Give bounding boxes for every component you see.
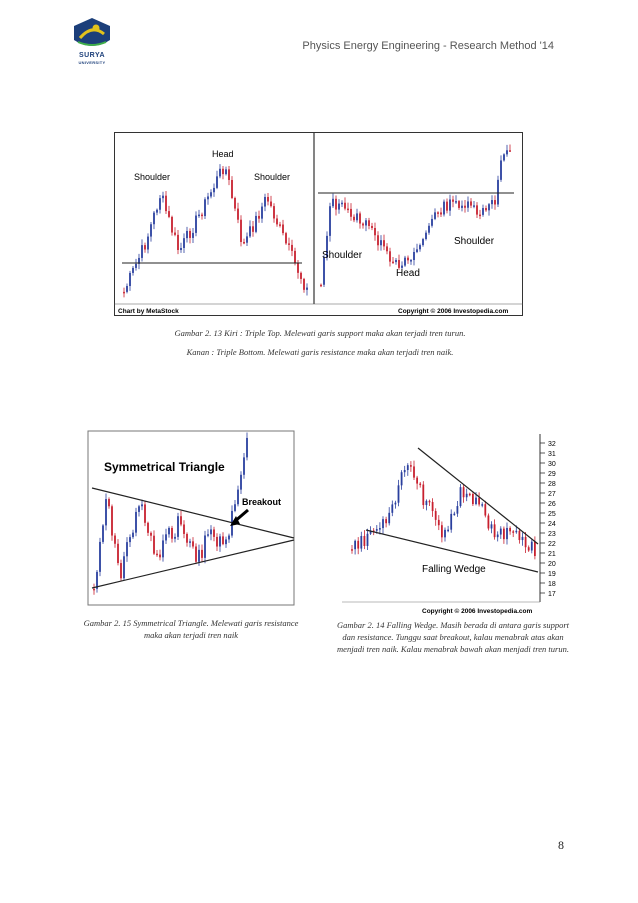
- candle-body: [300, 273, 302, 279]
- candle-body: [138, 506, 140, 512]
- falling-wedge-label: Falling Wedge: [422, 564, 486, 575]
- candle-body: [159, 555, 161, 558]
- figure3-caption: Gambar 2. 14 Falling Wedge. Masih berada di antara garis support dan resistance. Tunggu saat breakout, kalau menabrak atas akan menjadi tren naik. Kalau menabrak bawah akan menjadi tren turun.: [336, 620, 570, 654]
- candle-body: [464, 206, 466, 208]
- header-title: Physics Energy Engineering - Research Method '14: [302, 40, 554, 52]
- candle-body: [222, 169, 224, 174]
- candle-body: [207, 196, 209, 199]
- candle-body: [458, 201, 460, 208]
- candle-body: [357, 541, 359, 549]
- candle-body: [237, 209, 239, 220]
- candle-body: [195, 216, 197, 233]
- candle-body: [156, 210, 158, 213]
- candle-body: [288, 243, 290, 245]
- logo-subtitle: UNIVERSITY: [78, 60, 106, 65]
- candle-body: [114, 536, 116, 544]
- candle-body: [141, 504, 143, 506]
- label-shoulder-left: Shoulder: [134, 172, 171, 182]
- candle-body: [503, 529, 505, 540]
- candle-body: [525, 537, 527, 547]
- candle-body: [435, 511, 437, 520]
- candle-body: [429, 501, 431, 503]
- candle-body: [183, 238, 185, 248]
- candle-body: [467, 201, 469, 207]
- candle-body: [438, 520, 440, 525]
- candle-body: [285, 233, 287, 243]
- candle-body: [484, 504, 486, 515]
- candle-body: [189, 231, 191, 238]
- candle-body: [452, 200, 454, 202]
- candle-body: [443, 202, 445, 215]
- candle-body: [258, 216, 260, 219]
- candle-body: [162, 196, 164, 198]
- label-head-bottom: Head: [396, 268, 420, 279]
- candle-body: [380, 240, 382, 245]
- candle-body: [482, 208, 484, 215]
- candle-body: [228, 169, 230, 180]
- candle-body: [210, 192, 212, 196]
- candle-body: [386, 246, 388, 251]
- axis-tick-label: 27: [548, 491, 556, 498]
- figure-symmetrical-triangle: [86, 430, 296, 608]
- candle-body: [144, 504, 146, 522]
- candle-body: [350, 209, 352, 217]
- candle-body: [470, 201, 472, 205]
- candle-body: [323, 258, 325, 285]
- candle-body: [374, 228, 376, 235]
- candle-body: [303, 279, 305, 290]
- candle-body: [449, 200, 451, 211]
- candle-body: [506, 528, 508, 539]
- falling-wedge-chart: [336, 432, 564, 618]
- candle-body: [404, 258, 406, 266]
- candle-body: [216, 176, 218, 188]
- candle-body: [354, 541, 356, 549]
- candle-body: [261, 207, 263, 219]
- candle-body: [460, 487, 462, 506]
- candle-body: [515, 531, 517, 533]
- candle-body: [228, 536, 230, 540]
- label-shoulder-left-bottom: Shoulder: [322, 250, 363, 261]
- surya-university-logo: [64, 16, 120, 64]
- candle-body: [472, 494, 474, 504]
- candle-body: [168, 528, 170, 534]
- candle-body: [367, 534, 369, 546]
- candle-body: [428, 226, 430, 233]
- axis-tick-label: 20: [548, 561, 556, 568]
- candle-body: [108, 499, 110, 506]
- axis-tick-label: 17: [548, 591, 556, 598]
- candle-body: [243, 242, 245, 244]
- candle-body: [135, 264, 137, 268]
- candle-body: [447, 530, 449, 532]
- candle-body: [171, 528, 173, 539]
- candle-body: [219, 536, 221, 546]
- credit-metastock: Chart by MetaStock: [118, 308, 179, 315]
- candle-body: [93, 589, 95, 591]
- candle-body: [351, 549, 353, 551]
- candle-body: [353, 217, 355, 220]
- candle-body: [147, 523, 149, 533]
- candle-body: [382, 519, 384, 528]
- candle-body: [371, 226, 373, 228]
- candle-body: [466, 494, 468, 497]
- candle-body: [519, 531, 521, 540]
- candle-body: [491, 200, 493, 204]
- figure2-caption: Gambar 2. 15 Symmetrical Triangle. Melewati garis resistance maka akan terjadi tren naik: [83, 618, 299, 640]
- candle-body: [132, 268, 134, 273]
- candle-body: [252, 226, 254, 232]
- candle-body: [434, 212, 436, 219]
- candle-body: [431, 219, 433, 226]
- credit-investopedia: Copyright © 2006 Investopedia.com: [398, 308, 509, 315]
- candle-body: [413, 466, 415, 477]
- candle-body: [291, 245, 293, 251]
- candle-body: [488, 516, 490, 529]
- candle-body: [534, 542, 536, 556]
- candle-body: [475, 498, 477, 504]
- candle-body: [362, 224, 364, 226]
- candle-body: [491, 524, 493, 528]
- candle-body: [335, 199, 337, 210]
- candle-body: [419, 245, 421, 249]
- candle-body: [398, 260, 400, 268]
- candle-body: [441, 525, 443, 537]
- candle-body: [123, 556, 125, 578]
- axis-tick-label: 18: [548, 581, 556, 588]
- falling-wedge-credit: Copyright © 2006 Investopedia.com: [422, 608, 533, 615]
- candle-body: [183, 524, 185, 533]
- candle-body: [105, 499, 107, 525]
- candle-body: [198, 215, 200, 217]
- candle-body: [255, 216, 257, 232]
- candle-body: [165, 534, 167, 540]
- candle-body: [225, 169, 227, 174]
- candle-body: [180, 516, 182, 524]
- symmetrical-triangle-chart: [86, 430, 296, 608]
- breakout-label: Breakout: [242, 497, 282, 507]
- candle-body: [432, 502, 434, 511]
- candle-body: [192, 541, 194, 546]
- candle-body: [246, 236, 248, 242]
- candle-body: [497, 180, 499, 205]
- candle-body: [453, 514, 455, 516]
- candle-body: [473, 205, 475, 207]
- candle-body: [395, 260, 397, 262]
- candle-body: [177, 516, 179, 537]
- candle-body: [388, 513, 390, 523]
- candle-body: [195, 546, 197, 561]
- candle-body: [306, 288, 308, 290]
- candle-body: [500, 160, 502, 179]
- candle-body: [132, 533, 134, 537]
- candle-body: [457, 506, 459, 514]
- candle-body: [213, 188, 215, 192]
- candle-body: [210, 529, 212, 534]
- candle-body: [329, 206, 331, 236]
- candle-body: [446, 202, 448, 211]
- candle-body: [416, 478, 418, 484]
- candle-body: [422, 485, 424, 506]
- figure-triple-top-bottom: [114, 132, 523, 316]
- candle-body: [398, 485, 400, 502]
- axis-tick-label: 32: [548, 441, 556, 448]
- candle-body: [234, 198, 236, 209]
- candle-body: [120, 563, 122, 578]
- candle-body: [463, 487, 465, 497]
- candle-body: [332, 199, 334, 206]
- candle-body: [198, 550, 200, 562]
- candle-body: [249, 226, 251, 236]
- axis-tick-label: 31: [548, 451, 556, 458]
- candle-body: [126, 286, 128, 292]
- candle-body: [401, 472, 403, 485]
- candle-body: [297, 263, 299, 273]
- candle-body: [246, 438, 248, 457]
- candle-body: [186, 534, 188, 543]
- candle-body: [494, 524, 496, 537]
- candle-body: [162, 540, 164, 557]
- candle-body: [479, 215, 481, 217]
- candle-body: [478, 498, 480, 505]
- candle-body: [494, 200, 496, 204]
- label-head: Head: [212, 149, 234, 159]
- candle-body: [186, 231, 188, 238]
- candle-body: [111, 506, 113, 535]
- candle-body: [201, 550, 203, 558]
- candle-body: [455, 201, 457, 203]
- candle-body: [359, 213, 361, 223]
- candle-body: [204, 199, 206, 216]
- candle-body: [282, 225, 284, 234]
- candle-body: [497, 535, 499, 538]
- candle-body: [240, 475, 242, 490]
- candle-body: [383, 240, 385, 246]
- candle-body: [207, 534, 209, 536]
- candle-body: [485, 208, 487, 210]
- axis-tick-label: 23: [548, 531, 556, 538]
- candle-body: [153, 213, 155, 225]
- candle-body: [522, 537, 524, 540]
- falling-wedge-axis: [540, 441, 556, 598]
- axis-tick-label: 19: [548, 571, 556, 578]
- candle-body: [270, 202, 272, 207]
- candle-body: [129, 273, 131, 286]
- axis-tick-label: 28: [548, 481, 556, 488]
- candle-body: [320, 285, 322, 287]
- candle-body: [422, 239, 424, 245]
- candle-body: [341, 203, 343, 205]
- candle-body: [503, 154, 505, 160]
- candle-body: [156, 554, 158, 556]
- candle-body: [150, 224, 152, 236]
- candle-body: [528, 547, 530, 550]
- axis-tick-label: 25: [548, 511, 556, 518]
- candle-body: [437, 212, 439, 214]
- axis-tick-label: 21: [548, 551, 556, 558]
- candle-body: [204, 535, 206, 557]
- candle-body: [267, 197, 269, 202]
- logo-name: SURYA: [78, 52, 106, 59]
- candle-body: [444, 530, 446, 537]
- candle-body: [159, 198, 161, 210]
- figure-falling-wedge: [336, 432, 564, 618]
- candle-body: [476, 205, 478, 214]
- candle-body: [234, 504, 236, 511]
- figure1-caption-line1: Gambar 2. 13 Kiri : Triple Top. Melewati garis support maka akan terjadi tren turun.: [174, 328, 466, 338]
- candle-body: [165, 196, 167, 211]
- candle-body: [488, 204, 490, 210]
- candle-body: [450, 514, 452, 530]
- candle-body: [102, 525, 104, 542]
- candle-body: [168, 211, 170, 217]
- candle-body: [461, 206, 463, 208]
- candle-body: [225, 539, 227, 544]
- candle-body: [174, 233, 176, 235]
- candle-body: [344, 203, 346, 209]
- candle-body: [531, 542, 533, 551]
- wedge-upper-line: [418, 448, 538, 544]
- candle-body: [201, 215, 203, 217]
- logo-emblem-icon: [64, 16, 120, 52]
- candle-body: [416, 249, 418, 252]
- candle-body: [279, 224, 281, 226]
- triple-top-bottom-chart: [114, 132, 523, 316]
- candle-body: [135, 512, 137, 533]
- candle-body: [500, 529, 502, 535]
- candle-body: [144, 245, 146, 249]
- candle-body: [180, 248, 182, 250]
- candle-body: [365, 220, 367, 225]
- candle-body: [243, 457, 245, 474]
- candle-body: [347, 209, 349, 211]
- candle-body: [153, 536, 155, 554]
- candle-body: [356, 213, 358, 220]
- falling-wedge-candles: [351, 461, 536, 560]
- axis-tick-label: 24: [548, 521, 556, 528]
- axis-tick-label: 22: [548, 541, 556, 548]
- candle-body: [189, 541, 191, 543]
- candle-body: [425, 233, 427, 239]
- candle-body: [219, 169, 221, 177]
- candle-body: [129, 537, 131, 542]
- candle-body: [141, 245, 143, 258]
- label-shoulder-right-bottom: Shoulder: [454, 236, 495, 247]
- candle-body: [338, 204, 340, 210]
- candle-body: [174, 537, 176, 539]
- candle-body: [509, 150, 511, 152]
- candle-body: [264, 197, 266, 207]
- candle-body: [171, 217, 173, 233]
- label-shoulder-right: Shoulder: [254, 172, 291, 182]
- figure1-caption-line2: Kanan : Triple Bottom. Melewati garis resistance maka akan terjadi tren naik.: [186, 347, 454, 357]
- candle-body: [213, 529, 215, 536]
- candle-body: [410, 465, 412, 467]
- candle-body: [509, 528, 511, 531]
- page-number: 8: [558, 838, 564, 852]
- candle-body: [376, 529, 378, 531]
- candle-body: [426, 501, 428, 505]
- candle-body: [469, 494, 471, 496]
- candle-body: [123, 292, 125, 294]
- candle-body: [385, 519, 387, 523]
- candle-body: [360, 536, 362, 549]
- candle-body: [231, 180, 233, 198]
- candle-body: [419, 484, 421, 486]
- axis-tick-label: 26: [548, 501, 556, 508]
- candle-body: [150, 533, 152, 536]
- axis-tick-label: 29: [548, 471, 556, 478]
- candle-body: [377, 235, 379, 245]
- candle-body: [404, 470, 406, 472]
- candle-body: [481, 504, 483, 506]
- candle-body: [294, 251, 296, 263]
- candle-body: [216, 537, 218, 547]
- candle-body: [368, 220, 370, 226]
- candle-body: [117, 544, 119, 563]
- candle-body: [391, 504, 393, 512]
- candle-body: [395, 503, 397, 505]
- candle-body: [392, 262, 394, 264]
- candle-body: [240, 220, 242, 242]
- candle-body: [364, 536, 366, 546]
- candle-body: [237, 490, 239, 505]
- candle-body: [147, 237, 149, 250]
- candle-body: [410, 260, 412, 262]
- candle-body: [222, 536, 224, 544]
- candle-body: [126, 542, 128, 556]
- candle-body: [506, 150, 508, 154]
- candle-body: [440, 212, 442, 214]
- candle-body: [379, 528, 381, 530]
- candle-body: [389, 251, 391, 261]
- candle-body: [177, 235, 179, 250]
- candle-body: [407, 465, 409, 470]
- candle-body: [273, 206, 275, 218]
- candle-body: [99, 542, 101, 572]
- triangle-title: Symmetrical Triangle: [104, 460, 225, 474]
- axis-tick-label: 30: [548, 461, 556, 468]
- candle-body: [413, 252, 415, 260]
- candle-body: [407, 258, 409, 261]
- candle-body: [276, 218, 278, 224]
- candle-body: [192, 233, 194, 238]
- candle-body: [512, 531, 514, 533]
